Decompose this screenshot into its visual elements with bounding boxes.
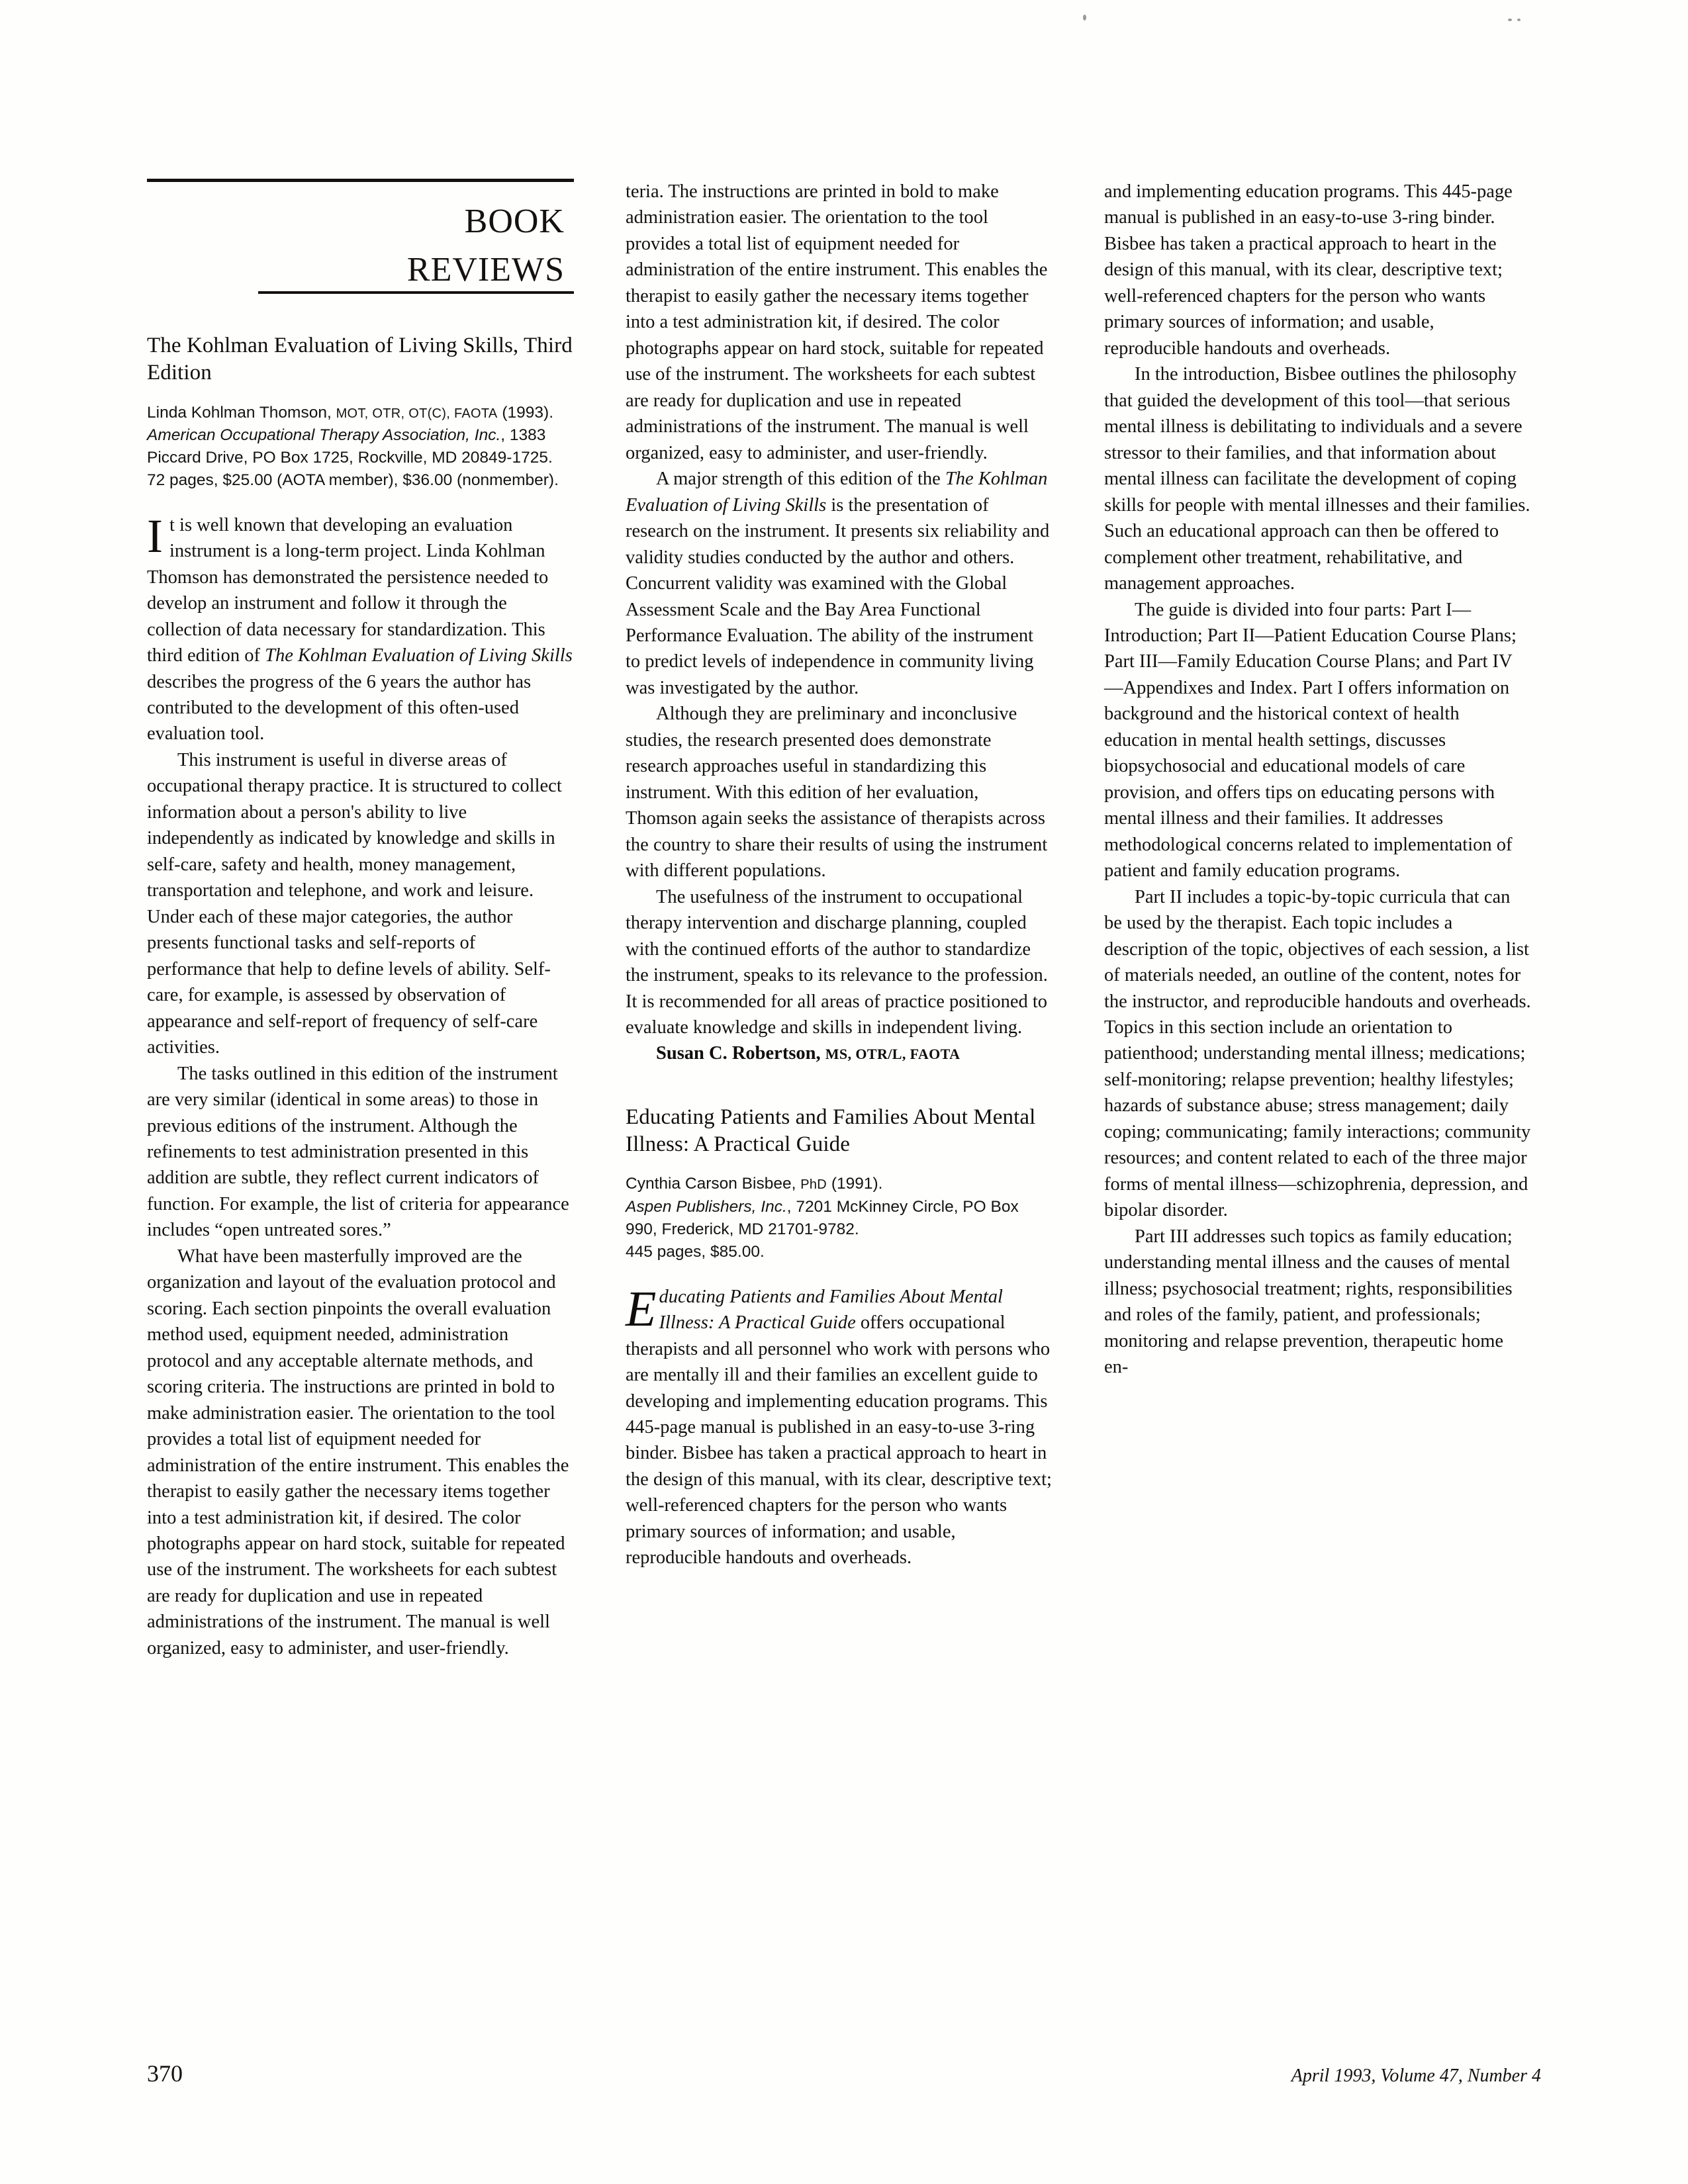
reviewer-name: Susan C. Robertson, (656, 1043, 821, 1064)
masthead-rule-top (147, 179, 574, 182)
review-1-paragraph-1 (147, 509, 574, 747)
review-1-paragraph-4: What have been masterfully improved are the organization and layout of the evaluation protocol and scoring. Each section pinpoints the overall evaluation method used, equipment needed, administration protocol and any acceptable alternate methods, and scoring criteria. The instructions are printed in bold to make administration easier. The orientation to the tool provides a total list of equipment needed for administration of the entire instrument. This enables the therapist to easily gather the necessary items together into a test administration kit, if desired. The color photographs appear on hard stock, suitable for repeated use of the instrument. The worksheets for each subtest are ready for duplication and use in repeated administrations of the instrument. The manual is well organized, easy to administer, and user-friendly. (147, 1246, 569, 1659)
review-2-citation (626, 1173, 1053, 1263)
review-2-paragraph-1 (626, 1281, 1053, 1571)
paragraph-5-text: A major strength of this edition of the (656, 469, 945, 490)
review-2-paragraph-4: Part II includes a topic-by-topic curricula that can be used by the therapist. Each topic includes a description of the topic, objectives of each session, a list of materials needed, an outline of the content, notes for the instructor, and reproducible handouts and overheads. Topics in this section include an orientation to patienthood; understanding mental illness; medications; self-monitoring; relapse prevention; healthy lifestyles; hazards of substance abuse; stress management; daily coping; communicating; family interactions; community resources; and content related to each of the three major forms of mental illness—schizophrenia, depression, and bipolar disorder. (1104, 886, 1531, 1221)
drop-cap-letter-2: E (626, 1281, 657, 1337)
reviewer-credentials: MS, OTR/L, FAOTA (825, 1046, 961, 1063)
scan-artifact-speck (1517, 19, 1521, 21)
page-footer (147, 2060, 1541, 2087)
citation-credentials-2: PhD (800, 1177, 827, 1193)
masthead-word-book: book (464, 189, 565, 244)
citation-address: , 1383 Piccard Drive, PO Box 1725, Rockville, MD 20849-1725. (147, 426, 553, 467)
review-1-paragraph-6: Although they are preliminary and inconclusive studies, the research presented does demonstrate research approaches useful in standardizing this instrument. With this edition of her evaluation, Thomson again seeks the assistance of therapists across the country to share their results of using the instrument with different populations. (626, 704, 1048, 882)
masthead-title (147, 189, 574, 292)
review-1-paragraph-3: The tasks outlined in this edition of the instrument are very similar (identical in some areas) to those in previous editions of the instrument. Although the refinements to test administration presented in this addition are subtle, they reflect current indicators of function. For example, the list of criteria for appearance includes “open untreated sores.” (147, 1063, 569, 1241)
review-1-title: The Kohlman Evaluation of Living Skills, Third Edition (147, 334, 573, 385)
page-content (147, 179, 1544, 2005)
review-2-paragraph-2: In the introduction, Bisbee outlines the philosophy that guided the development of this tool—that serious mental illness is debilitating to individuals and a severe stressor to their families, and that information about mental illness can facilitate the development of coping skills for people with mental illnesses and their families. Such an educational approach can then be offered to complement other treatment, rehabilitative, and management approaches. (1104, 364, 1530, 594)
italic-book-title: The Kohlman Evaluation of Living Skills (265, 645, 573, 666)
review-1-paragraph-4-continued: teria. The instructions are printed in bold to make administration easier. The orientation to the tool provides a total list of equipment needed for administration of the entire instrument. This enables the therapist to easily gather the necessary items together into a test administration kit, if desired. The color photographs appear on hard stock, suitable for repeated use of the instrument. The worksheets for each subtest are ready for duplication and use in repeated administrations of the instrument. The manual is well organized, easy to administer, and user-friendly. (626, 181, 1048, 463)
column-3 (1104, 179, 1531, 2005)
scan-artifact-speck (1508, 19, 1512, 21)
citation-pages-price: 72 pages, $25.00 (AOTA member), $36.00 (nonmember). (147, 471, 559, 490)
page-number: 370 (147, 2060, 183, 2087)
citation-address-2: , 7201 McKinney Circle, PO Box 990, Frederick, MD 21701-9782. (626, 1197, 1019, 1239)
scan-artifact-speck (1083, 15, 1086, 21)
italic-book-title-2: The Kohlman Evaluation of Living Skills (626, 469, 1048, 516)
citation-year: (1993). (502, 403, 554, 422)
review-1-reviewer-byline (626, 1040, 1053, 1066)
three-column-layout (147, 179, 1544, 2005)
citation-credentials: MOT, OTR, OT(C), FAOTA (336, 406, 498, 421)
citation-year-2: (1991). (831, 1175, 883, 1193)
paragraph-5-tail: is the presentation of research on the instrument. It presents six reliability and validity studies conducted by the author and others. Concurrent validity was examined with the Global Assessment Scale and the Bay Area Functional Performance Evaluation. The ability of the instrument to predict levels of independence in community living was investigated by the author. (626, 494, 1050, 698)
review-1-paragraph-2: This instrument is useful in diverse areas of occupational therapy practice. It is structured to collect information about a person's ability to live independently as indicated by knowledge and skills in self-care, safety and health, money management, transportation and telephone, and work and leisure. Under each of these major categories, the author presents functional tasks and self-reports of performance that help to define levels of ability. Self-care, for example, is assessed by observation of appearance and self-report of frequency of self-care activities. (147, 749, 562, 1058)
paragraph-1-text: t is well known that developing an evaluation instrument is a long-term project. Linda Kohlman Thomson has demonstrated the persistence needed to develop an instrument and follow it through the collection of data necessary for standardization. This third edition of (147, 514, 549, 666)
citation-author: Linda Kohlman Thomson, (147, 403, 332, 422)
issue-info: April 1993, Volume 47, Number 4 (1291, 2066, 1541, 2086)
review-2-title: Educating Patients and Families About Mental Illness: A Practical Guide (626, 1105, 1036, 1157)
italic-book-title-3: ducating Patients and Families About Mental Illness: A Practical Guide (659, 1286, 1003, 1334)
review-1-citation (147, 402, 574, 492)
review-2-paragraph-5: Part III addresses such topics as family education; understanding mental illness and the causes of mental illness; psychosocial treatment; rights, responsibilities and roles of the family, patient, and professionals; monitoring and relapse prevention, therapeutic home en- (1104, 1226, 1513, 1378)
review-1-paragraph-7: The usefulness of the instrument to occupational therapy intervention and discharge planning, coupled with the continued efforts of the author to standardize the instrument, speaks to its relevance to the profession. It is recommended for all areas of practice positioned to evaluate knowledge and skills in independent living. (626, 886, 1048, 1038)
review-2-paragraph-3: The guide is divided into four parts: Part I—Introduction; Part II—Patient Education Course Plans; Part III—Family Education Course Plans; and Part IV—Appendixes and Index. Part I offers information on background and the historical context of health education in mental health settings, discusses biopsychosocial and educational models of care provision, and offers tips on educating persons with mental illness and their families. It addresses methodological concerns related to implementation of patient and family education programs. (1104, 599, 1517, 882)
review-1-paragraph-5 (626, 466, 1053, 701)
drop-cap-letter: I (147, 509, 163, 563)
citation-author-2: Cynthia Carson Bisbee, (626, 1175, 796, 1193)
column-2 (626, 179, 1053, 2005)
review-2-paragraph-1-continued: and implementing education programs. This 445-page manual is published in an easy-to-use 3-ring binder. Bisbee has taken a practical approach to heart in the design of this manual, with its clear, descriptive text; well-referenced chapters for the person who wants primary sources of information; and usable, reproducible handouts and overheads. (1104, 181, 1513, 359)
masthead-word-reviews: reviews (406, 237, 565, 292)
citation-pages-price-2: 445 pages, $85.00. (626, 1243, 765, 1261)
citation-publisher-2: Aspen Publishers, Inc. (626, 1197, 787, 1216)
masthead-rule-bottom (258, 291, 574, 294)
column-1 (147, 179, 574, 2005)
review-2-paragraph-1-tail: offers occupational therapists and all personnel who work with persons who are mentally ill and their families an excellent guide to developing and implementing education programs. This 445-page manual is published in an easy-to-use 3-ring binder. Bisbee has taken a practical approach to heart in the design of this manual, with its clear, descriptive text; well-referenced chapters for the person who wants primary sources of information; and usable, reproducible handouts and overheads. (626, 1312, 1052, 1569)
paragraph-1-tail: describes the progress of the 6 years the author has contributed to the development of this often-used evaluation tool. (147, 671, 532, 745)
citation-publisher: American Occupational Therapy Association, Inc. (147, 426, 501, 444)
masthead (147, 179, 574, 294)
